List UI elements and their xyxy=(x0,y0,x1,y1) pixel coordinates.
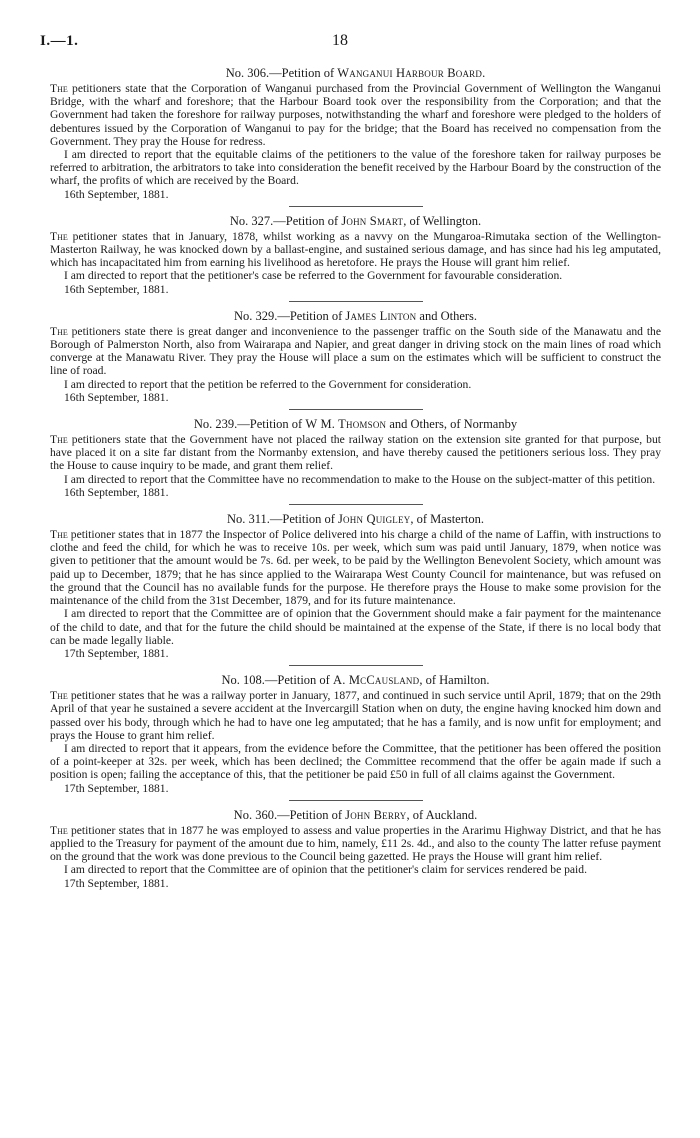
petitioner-name: John Smart xyxy=(341,213,404,228)
statement-text: petitioners state there is great danger and inconvenience to the passenger traffic on the South side of the Manawatu and the Borough of Palmerston North, also from Wairarapa and Napier, and great danger in driving stock on the main lines of road which converge at the Manawatu River. They pray the House will place a sum on the estimates which will be sufficient to construct the line of road. xyxy=(50,324,661,378)
petition xyxy=(50,214,661,302)
statement-text: petitioner states that in 1877 he was employed to assess and value properties in the Ararimu Highway District, and that he has applied to the Treasury for payment of the amount due to him, namely, £11 2s. 4d., and also to the county The latter refuse payment on the ground that the work was done previous to the Council being gazetted. He prays the House will grant him relief. xyxy=(50,823,661,864)
petition xyxy=(50,309,661,410)
section-divider xyxy=(289,665,423,666)
report-date: 16th September, 1881. xyxy=(64,187,169,201)
statement-lead: The xyxy=(50,528,68,542)
committee-report: I am directed to report that the petitioner's case be referred to the Government for favourable consideration. xyxy=(64,269,563,283)
report-date: 16th September, 1881. xyxy=(64,282,169,296)
petition-list xyxy=(50,66,661,890)
petition-heading xyxy=(50,417,661,432)
statement-text: petitioners state that the Government have not placed the railway station on the extension site granted for that purpose, but have placed it on a site far distant from the Normanby extension, and have thereby caused the petitioners serious loss. They pray the House to cause inquiry to be made, and grant them relief. xyxy=(50,433,661,473)
heading-number: No. 306.—Petition of xyxy=(225,66,338,80)
report-date: 16th September, 1881. xyxy=(64,485,169,499)
statement-lead: The xyxy=(50,82,68,95)
heading-suffix: and Others, of Normanby xyxy=(386,417,518,432)
heading-suffix: . xyxy=(482,66,486,80)
petitioner-name: James Linton xyxy=(345,308,417,323)
petition-heading xyxy=(50,66,661,81)
statement-text: petitioner states that he was a railway porter in January, 1877, and continued in such service until April, 1879; that on the 29th April of that year he sustained a severe accident at the Invercargill Station when on duty, the engine having knocked him down and passed over his body, through which he had to have one leg amputated; that he has a family, and is now unfit for employment; and prays the House to grant him relief. xyxy=(50,689,661,742)
heading-number: No. 311.—Petition of xyxy=(226,512,338,527)
committee-report: I am directed to report that the petition be referred to the Government for consideration. xyxy=(64,377,472,391)
petition-heading xyxy=(50,808,661,823)
heading-number: No. 360.—Petition of xyxy=(233,807,346,822)
report-date: 17th September, 1881. xyxy=(64,876,169,890)
heading-suffix: , of Wellington. xyxy=(403,213,482,228)
statement-lead: The xyxy=(50,689,68,703)
heading-number: No. 329.—Petition of xyxy=(233,308,346,323)
petition-heading xyxy=(50,214,661,229)
petition-heading xyxy=(50,309,661,324)
petitioner-name: John Quigley xyxy=(337,512,411,527)
heading-suffix: and Others. xyxy=(416,308,478,323)
heading-number: No. 108.—Petition of xyxy=(221,673,333,688)
petition-heading xyxy=(50,673,661,688)
section-divider xyxy=(289,800,423,801)
petition-statement xyxy=(50,230,661,270)
report-date: 16th September, 1881. xyxy=(64,390,169,404)
petition-statement xyxy=(50,689,661,742)
petitioner-name: A. McCausland xyxy=(332,673,420,688)
committee-report: I am directed to report that the Committee have no recommendation to make to the House on the subject-matter of this petition. xyxy=(64,472,656,486)
petition-statement xyxy=(50,82,661,148)
petition xyxy=(50,673,661,801)
petition xyxy=(50,66,661,207)
section-divider xyxy=(289,301,423,302)
running-head xyxy=(40,33,660,53)
petition-statement xyxy=(50,433,661,473)
statement-lead: The xyxy=(50,229,68,243)
petition-statement xyxy=(50,325,661,378)
petition xyxy=(50,512,661,666)
heading-suffix: , of Masterton. xyxy=(410,512,484,527)
committee-report: I am directed to report that the Committee are of opinion that the petitioner's claim for services rendered be paid. xyxy=(64,863,587,877)
page-reference: I.—1. xyxy=(40,33,79,49)
petitioner-name: Wanganui Harbour Board xyxy=(337,66,483,80)
report-date: 17th September, 1881. xyxy=(64,781,169,795)
petition-statement xyxy=(50,824,661,864)
petitioner-name: John Berry xyxy=(345,807,407,822)
report-date: 17th September, 1881. xyxy=(64,646,169,660)
statement-lead: The xyxy=(50,823,68,837)
heading-number: No. 239.—Petition of xyxy=(193,417,306,432)
statement-lead: The xyxy=(50,324,68,338)
statement-text: petitioners state that the Corporation of Wanganui purchased from the Provincial Government of Wellington the Wanganui Bridge, with the wharf and foreshore; that the Harbour Board took over the responsibility from the Corporation; and that the Government had taken the foreshore for railway purposes, notwithstanding the wharf and foreshore were pledged to the holders of debentures issued by the Corporation of Wanganui to pay for the bridge; that the Board has received no compensation from the Government. They pray the House for redress. xyxy=(50,82,661,148)
petition-statement xyxy=(50,528,661,607)
committee-report: I am directed to report that the Committee are of opinion that the Government should make a fair payment for the maintenance of the child to date, and that for the future the child should be maintained at the expense of the State, if there is no local body that can be made legally liable. xyxy=(50,607,661,647)
statement-text: petitioner states that in 1877 the Inspector of Police delivered into his charge a child of the name of Laffin, with instructions to clothe and feed the child, for which he was to receive 10s. per week, which sum was paid until January, 1879, when notice was given to petitioner that the amount would be 7s. 6d. per week, to be paid by the Wellington Benevolent Society, which amount was paid up to December, 1879; that he has since applied to the Wairarapa West County Council for maintenance, but was refused on the ground that the Council has no available funds for the purpose. He therefore prays the House to make some provision for the maintenance of the child from the 31st December, 1879, and for its future maintenance. xyxy=(50,528,661,608)
petition xyxy=(50,808,661,890)
petition-heading xyxy=(50,512,661,527)
heading-suffix: , of Hamilton. xyxy=(419,673,490,688)
petitioner-name: W M. Thomson xyxy=(305,417,387,432)
committee-report: I am directed to report that the equitable claims of the petitioners to the value of the foreshore taken for railway purposes be referred to arbitration, the arbitrators to take into consideration the benefit received by the Harbour Board by the construction of the wharf, the profits of which are received by the Board. xyxy=(50,148,661,188)
statement-text: petitioner states that in January, 1878, whilst working as a navvy on the Mungaroa-Rimutaka section of the Wellington-Masterton Railway, he was knocked down by a ballast-engine, and sustained serious damage, and has since had his leg amputated, which has incapacitated him from earning his livelihood as heretofore. He prays the House will grant him relief. xyxy=(50,229,661,270)
heading-number: No. 327.—Petition of xyxy=(229,213,342,228)
committee-report: I am directed to report that it appears, from the evidence before the Committee, that the petitioner has been offered the position of a point-keeper at 32s. per week, which has been declined; the Committee recommend that the offer be again made if such a position is open; failing the acceptance of this, that the petitioner be paid £50 in full of all claims against the Government. xyxy=(50,741,661,782)
statement-lead: The xyxy=(50,433,68,447)
page-number: 18 xyxy=(332,32,348,49)
petition xyxy=(50,417,661,505)
section-divider xyxy=(289,504,423,505)
section-divider xyxy=(289,409,423,410)
heading-suffix: , of Auckland. xyxy=(406,807,478,822)
section-divider xyxy=(289,206,423,207)
